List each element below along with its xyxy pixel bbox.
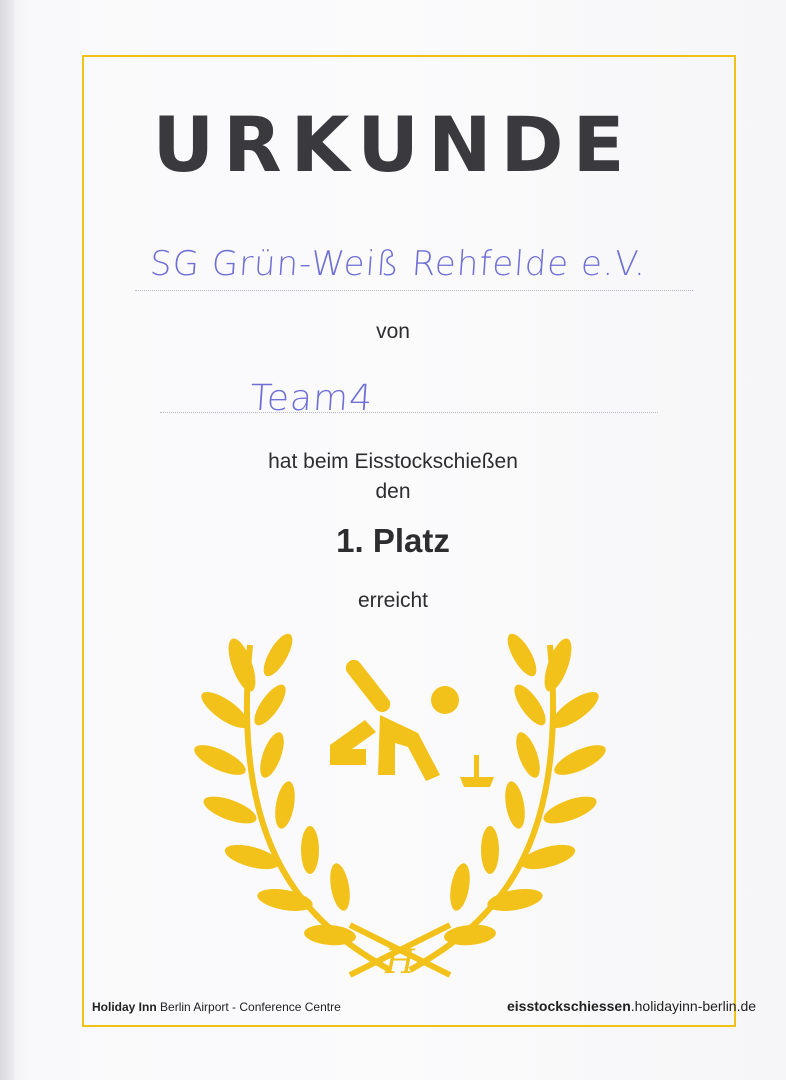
von-text: von: [376, 320, 410, 343]
reached-text: erreicht: [357, 589, 429, 612]
place-text: 1. Platz: [336, 522, 450, 559]
footer-website: [507, 998, 756, 1014]
footer-left: [92, 1000, 341, 1014]
team-name-dotted-line: [160, 412, 658, 413]
footer-brand: Holiday Inn: [92, 1000, 157, 1014]
footer-domain-rest: .holidayinn-berlin.de: [630, 998, 757, 1014]
footer-domain-bold: eisstockschiessen: [507, 998, 631, 1014]
team-name-handwritten: Team4: [248, 378, 375, 419]
club-name-handwritten: SG Grün-Weiß Rehfelde e.V.: [148, 244, 648, 284]
emblem-monogram: H: [385, 942, 415, 982]
club-name-dotted-line: [135, 290, 693, 291]
certificate-title: URKUNDE: [152, 100, 634, 189]
den-text: den: [375, 480, 411, 503]
footer-location: Berlin Airport - Conference Centre: [160, 1000, 341, 1014]
eisstock-player-laurel-wreath-icon: [190, 625, 610, 995]
activity-text: hat beim Eisstockschießen: [268, 450, 518, 473]
